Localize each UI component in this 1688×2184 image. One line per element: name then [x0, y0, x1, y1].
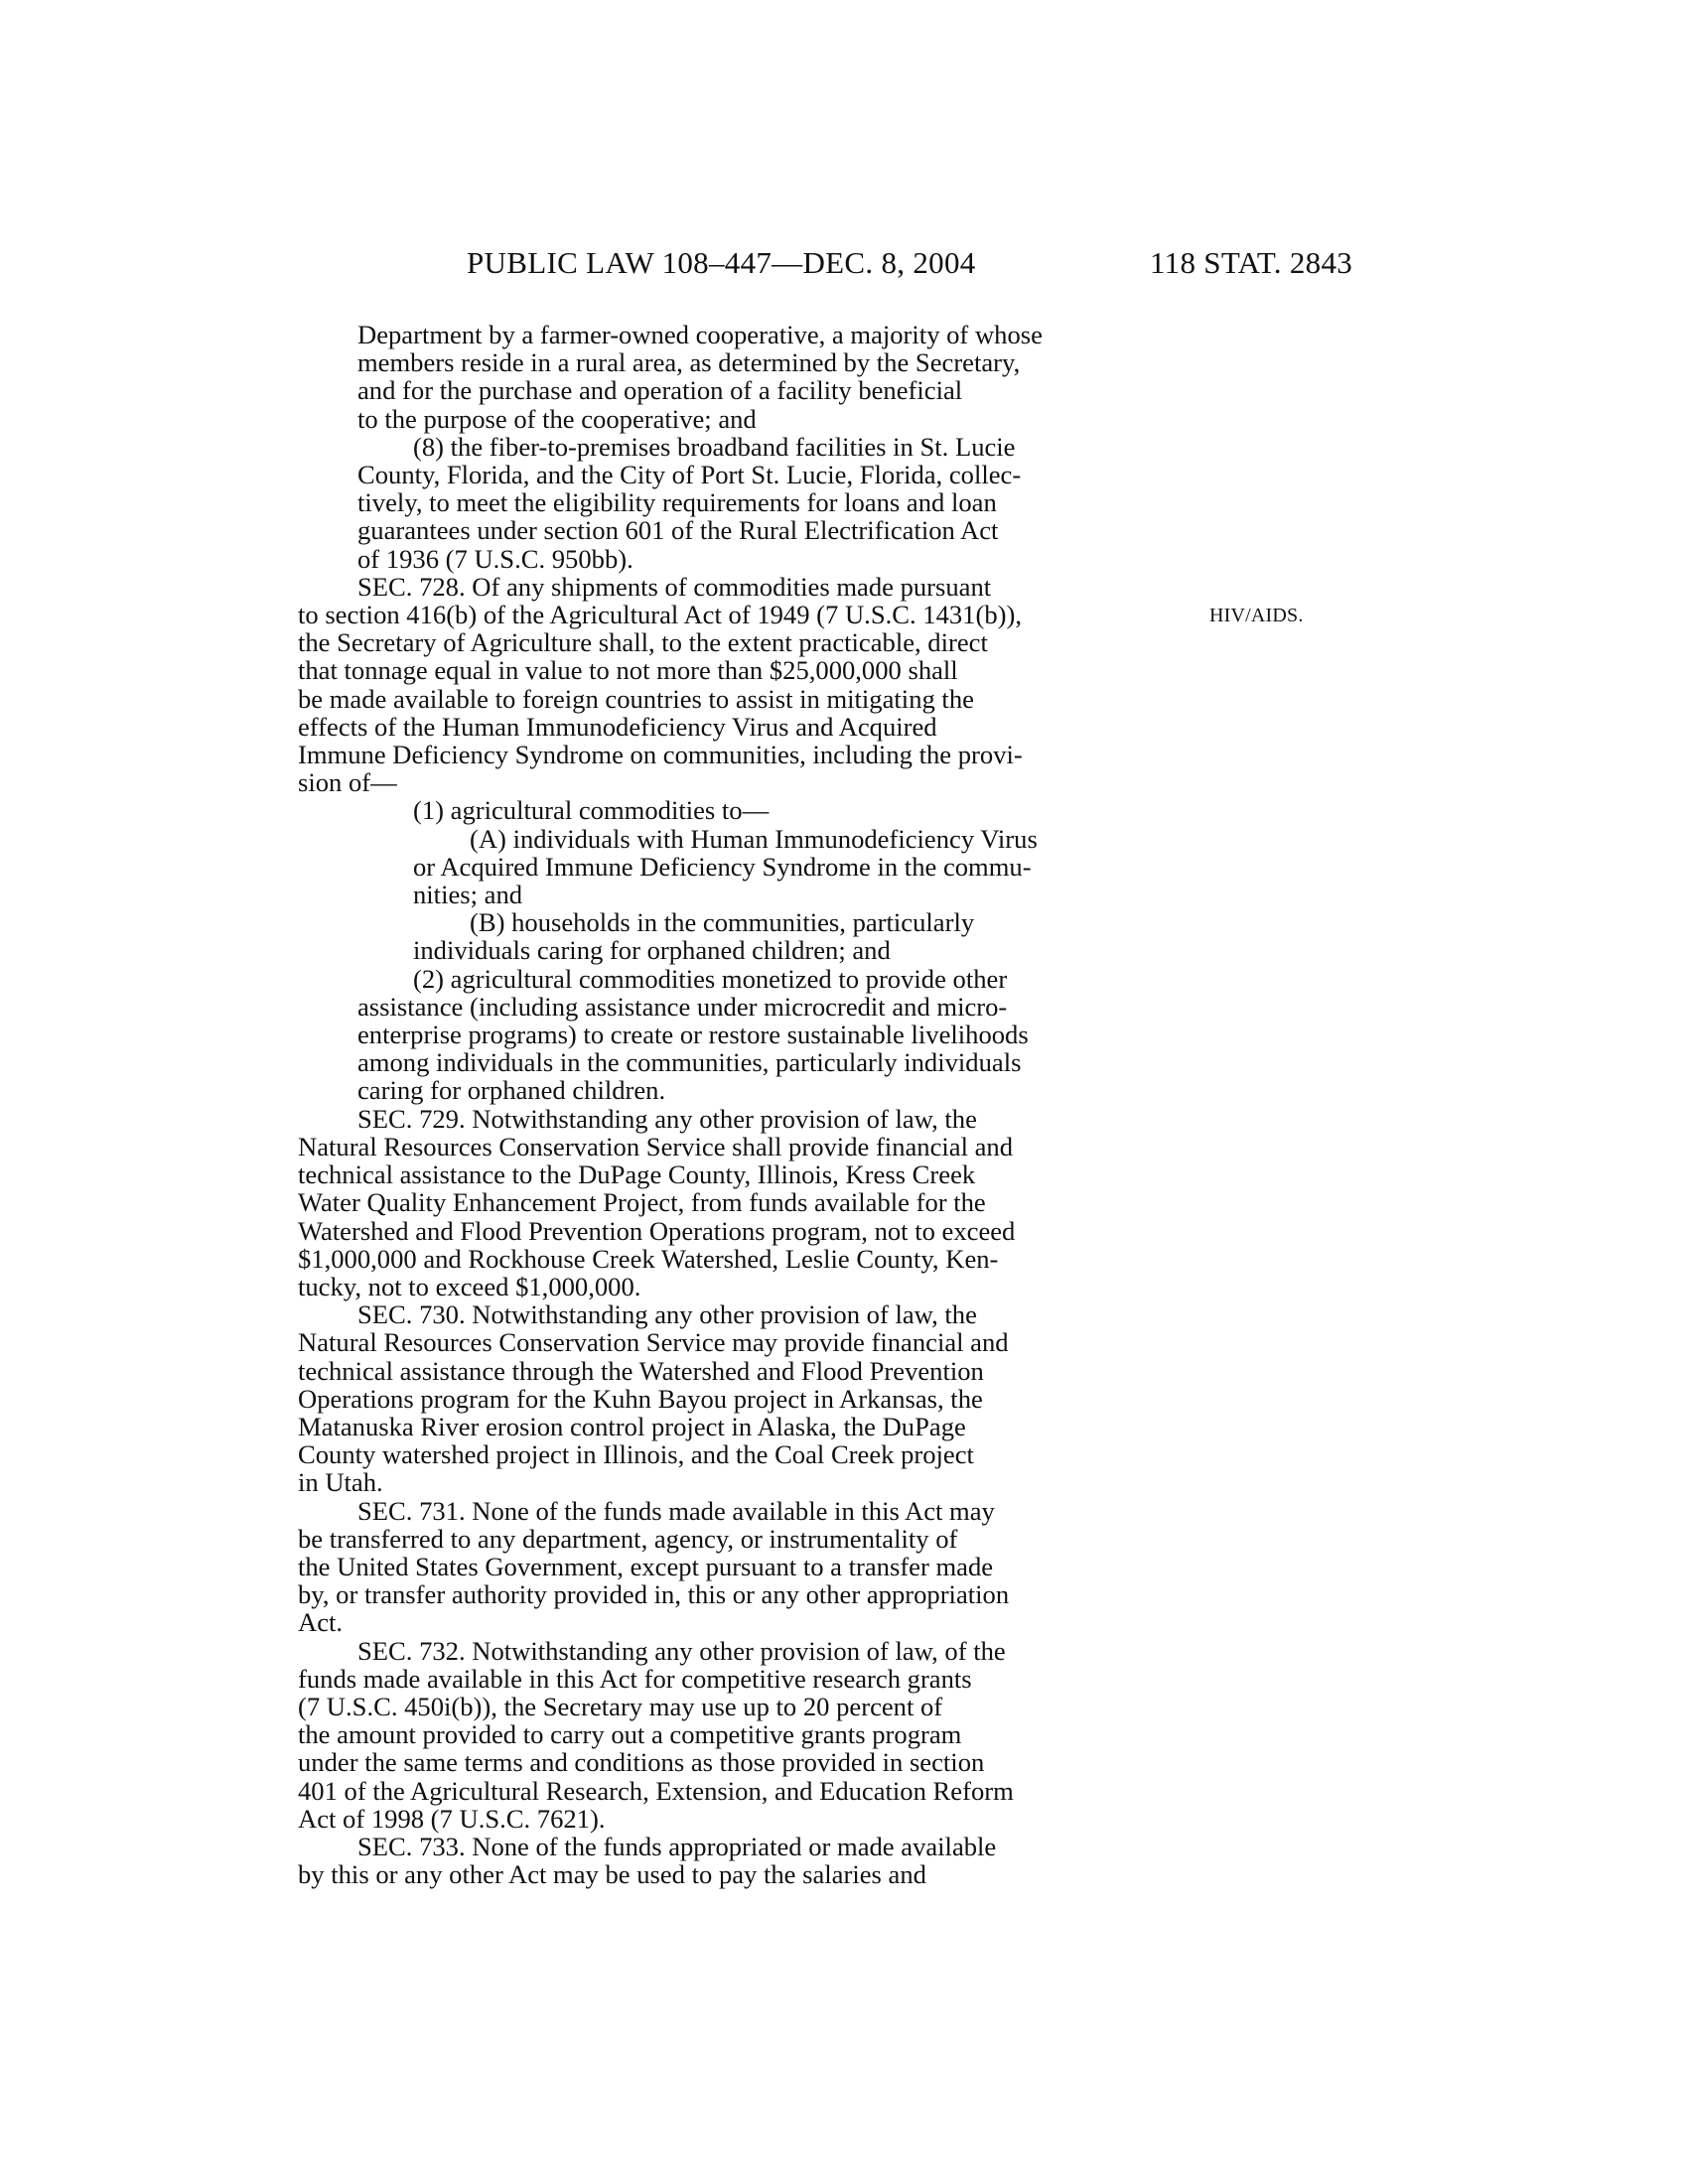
text-line: Natural Resources Conservation Service may provide financial and: [298, 1327, 1009, 1358]
text-line: (8) the fiber-to-premises broadband facilities in St. Lucie: [413, 431, 1016, 462]
text-line: Act.: [298, 1607, 344, 1638]
text-line: funds made available in this Act for competitive research grants: [298, 1663, 972, 1694]
section-730-start: SEC. 730. Notwithstanding any other provision of law, the: [357, 1299, 977, 1330]
text-line: County watershed project in Illinois, and the Coal Creek project: [298, 1439, 974, 1470]
text-line: guarantees under section 601 of the Rural Electrification Act: [357, 515, 999, 546]
section-729-start: SEC. 729. Notwithstanding any other provision of law, the: [357, 1103, 977, 1134]
section-732-start: SEC. 732. Notwithstanding any other provision of law, of the: [357, 1635, 1006, 1666]
text-line: by this or any other Act may be used to pay the salaries and: [298, 1859, 926, 1890]
text-line: the Secretary of Agriculture shall, to the extent practicable, direct: [298, 627, 988, 658]
text-line: Watershed and Flood Prevention Operations program, not to exceed: [298, 1215, 1016, 1246]
text-line: Operations program for the Kuhn Bayou project in Arkansas, the: [298, 1383, 983, 1414]
page-stat-number: 118 STAT. 2843: [1150, 245, 1353, 280]
text-line: tucky, not to exceed $1,000,000.: [298, 1271, 641, 1301]
text-line: Immune Deficiency Syndrome on communities, including the provi-: [298, 740, 1023, 770]
text-line: be transferred to any department, agency, or instrumentality of: [298, 1523, 958, 1554]
running-head-title: PUBLIC LAW 108–447—DEC. 8, 2004: [467, 245, 976, 280]
text-line: by, or transfer authority provided in, this or any other appropriation: [298, 1579, 1010, 1610]
text-line: the United States Government, except pursuant to a transfer made: [298, 1551, 994, 1581]
text-line: in Utah.: [298, 1467, 383, 1498]
section-728-start: SEC. 728. Of any shipments of commodities made pursuant: [357, 571, 992, 602]
text-line: individuals caring for orphaned children; and: [413, 935, 891, 966]
section-733-start: SEC. 733. None of the funds appropriated or made available: [357, 1831, 997, 1861]
text-line: among individuals in the communities, particularly individuals: [357, 1047, 1022, 1078]
text-line: Department by a farmer-owned cooperative, a majority of whose: [357, 320, 1043, 349]
statute-body: [298, 321, 1182, 1888]
text-line: sion of—: [298, 767, 397, 798]
text-line: the amount provided to carry out a competitive grants program: [298, 1719, 962, 1750]
text-line: be made available to foreign countries to assist in mitigating the: [298, 683, 974, 714]
text-line: of 1936 (7 U.S.C. 950bb).: [357, 543, 633, 574]
text-line: and for the purchase and operation of a facility beneficial: [357, 375, 963, 406]
text-line: (1) agricultural commodities to—: [413, 795, 770, 826]
text-line: Natural Resources Conservation Service shall provide financial and: [298, 1131, 1014, 1161]
text-line: or Acquired Immune Deficiency Syndrome in the commu-: [413, 851, 1032, 882]
text-line: technical assistance to the DuPage County, Illinois, Kress Creek: [298, 1160, 976, 1190]
text-line: (A) individuals with Human Immunodeficiency Virus: [470, 823, 1038, 854]
section-731-start: SEC. 731. None of the funds made available in this Act may: [357, 1495, 995, 1526]
text-line: 401 of the Agricultural Research, Extension, and Education Reform: [298, 1775, 1014, 1806]
margin-note: HIV/AIDS.: [1209, 605, 1304, 626]
text-line: (7 U.S.C. 450i(b)), the Secretary may use up to 20 percent of: [298, 1691, 943, 1721]
text-line: to the purpose of the cooperative; and: [357, 403, 757, 434]
text-line: effects of the Human Immunodeficiency Virus and Acquired: [298, 711, 937, 742]
text-line: caring for orphaned children.: [357, 1075, 666, 1106]
text-line: technical assistance through the Watershed and Flood Prevention: [298, 1355, 984, 1386]
text-line: Act of 1998 (7 U.S.C. 7621).: [298, 1803, 606, 1834]
text-line: under the same terms and conditions as those provided in section: [298, 1747, 985, 1778]
text-line: to section 416(b) of the Agricultural Act of 1949 (7 U.S.C. 1431(b)),: [298, 600, 1022, 630]
text-line: (2) agricultural commodities monetized to provide other: [413, 963, 1008, 994]
text-line: (B) households in the communities, particularly: [470, 907, 975, 938]
text-line: Water Quality Enhancement Project, from funds available for the: [298, 1187, 986, 1218]
text-line: County, Florida, and the City of Port St. Lucie, Florida, collec-: [357, 460, 1022, 490]
text-line: assistance (including assistance under microcredit and micro-: [357, 991, 1008, 1022]
text-line: tively, to meet the eligibility requirements for loans and loan: [357, 487, 997, 518]
text-line: Matanuska River erosion control project in Alaska, the DuPage: [298, 1411, 966, 1441]
text-line: members reside in a rural area, as determined by the Secretary,: [357, 347, 1021, 378]
text-line: that tonnage equal in value to not more than $25,000,000 shall: [298, 655, 958, 686]
text-line: $1,000,000 and Rockhouse Creek Watershed, Leslie County, Ken-: [298, 1243, 999, 1274]
text-line: enterprise programs) to create or restore sustainable livelihoods: [357, 1020, 1029, 1050]
text-line: nities; and: [413, 880, 523, 910]
